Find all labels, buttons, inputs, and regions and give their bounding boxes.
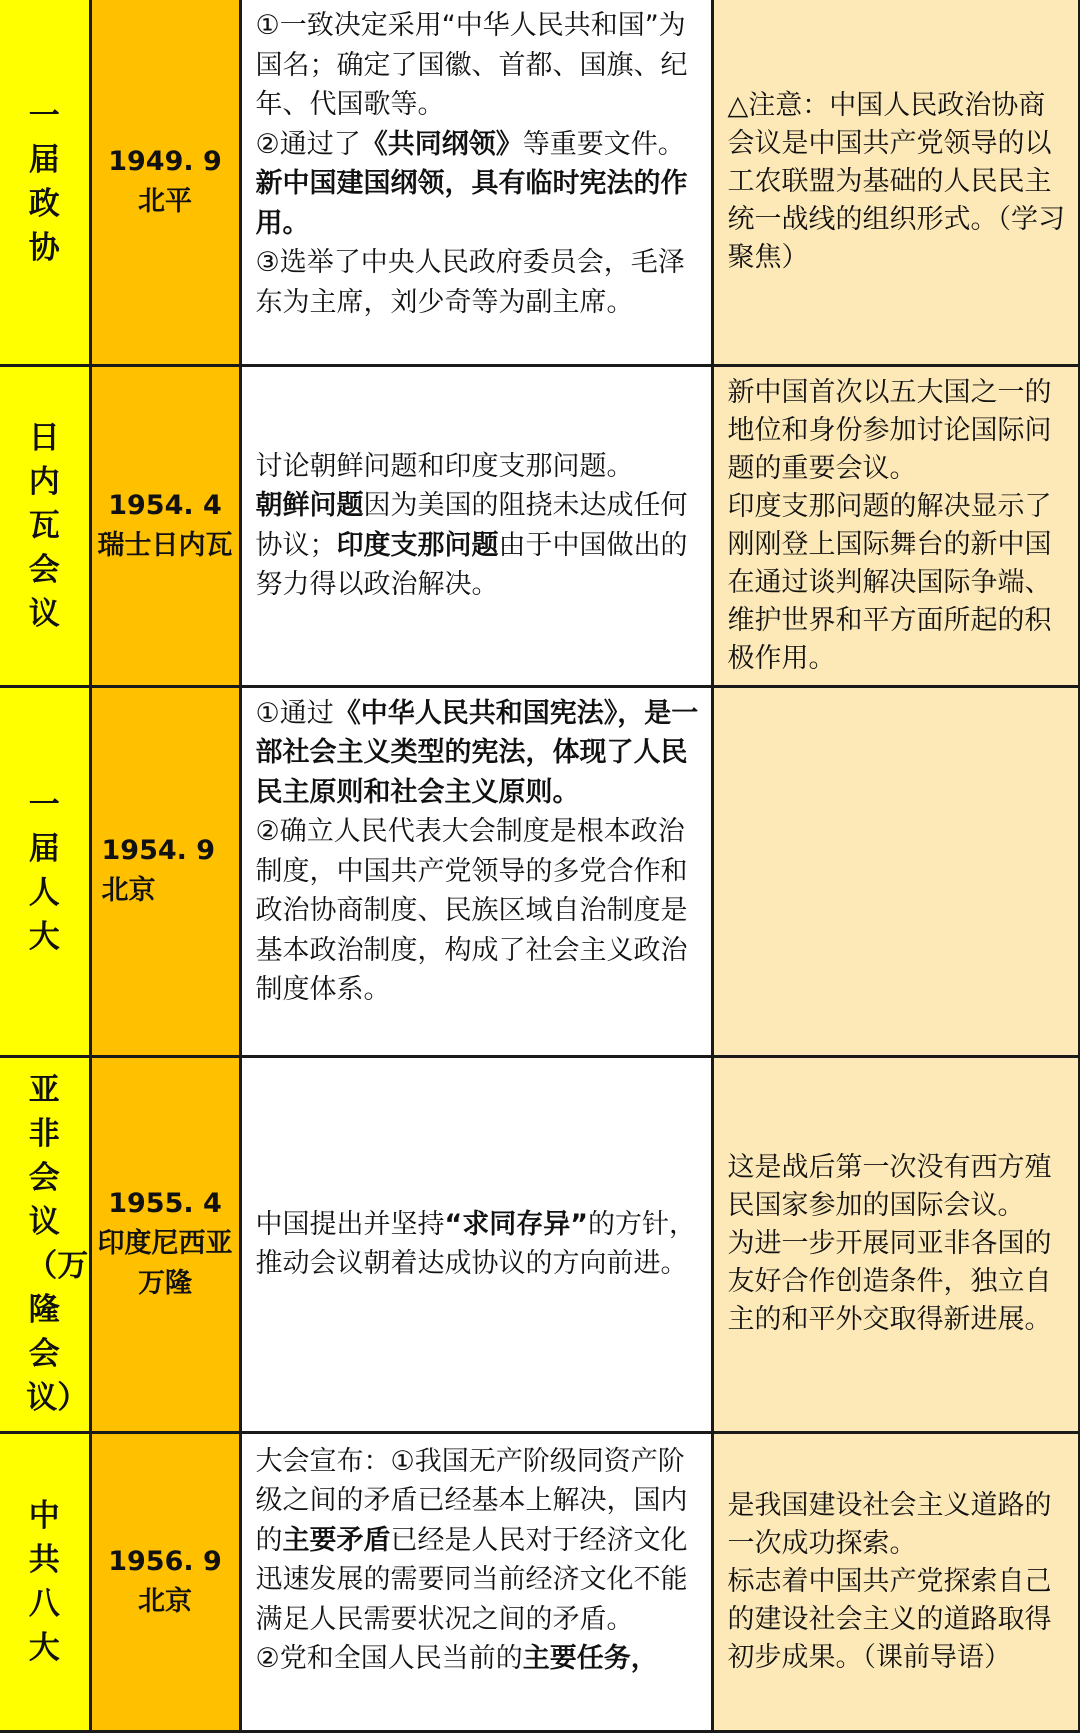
event-date-cell	[90, 365, 240, 686]
event-note	[714, 87, 1079, 277]
content-paragraph	[256, 1205, 701, 1284]
text-run: ①通过	[255, 697, 334, 729]
event-date-cell	[90, 1056, 240, 1432]
content-paragraph	[256, 694, 701, 813]
event-date: 1949. 9	[108, 145, 222, 177]
text-run: ②确立人民代表大会制度是根本政治制度，中国共产党领导的多党合作和政治协商制度、民族区域自治制度是基本政治制度，构成了社会主义政治制度体系。	[255, 816, 688, 1005]
note-paragraph: 为进一步开展同亚非各国的友好合作创造条件，独立自主的和平外交取得新进展。	[727, 1228, 1052, 1335]
event-date: 1954. 4	[108, 489, 222, 521]
note-paragraph: 印度支那问题的解决显示了刚刚登上国际舞台的新中国在通过谈判解决国际争端、维护世界和平方面所起的积极作用。	[727, 490, 1052, 674]
bold-text: 印度支那问题	[336, 529, 499, 561]
text-run: ①一致决定采用“中华人民共和国”为国名；确定了国徽、首都、国旗、纪年、代国歌等。	[255, 10, 688, 120]
content-paragraph	[256, 125, 701, 244]
event-title-cell	[0, 1056, 90, 1432]
table-row	[0, 1432, 1080, 1731]
note-paragraph: 标志着中国共产党探索自己的建设社会主义的道路取得初步成果。（课前导语）	[727, 1565, 1052, 1673]
event-content	[242, 1434, 711, 1679]
event-content	[242, 447, 711, 605]
event-date: 1954. 9	[101, 835, 216, 866]
event-content-cell	[240, 1056, 712, 1432]
table-row	[0, 686, 1080, 1056]
event-note-cell	[712, 0, 1080, 365]
event-note-cell	[712, 1056, 1080, 1432]
event-place: 北京	[138, 1585, 192, 1617]
event-title: 日内瓦会议	[28, 419, 60, 632]
event-title: 一届人大	[28, 787, 60, 955]
event-content-cell	[240, 0, 712, 365]
event-note	[714, 1487, 1079, 1677]
text-run: 由于中国做出的努力得以政治解决。	[255, 529, 688, 600]
event-date-cell	[90, 0, 240, 365]
note-paragraph: △注意：中国人民政治协商会议是中国共产党领导的以工农联盟为基础的人民民主统一战线的组织形式。（学习聚焦）	[727, 89, 1065, 273]
event-content-cell	[240, 686, 712, 1056]
note-paragraph: 新中国首次以五大国之一的地位和身份参加讨论国际问题的重要会议。	[727, 376, 1052, 484]
text-run: 中国提出并坚持	[255, 1208, 445, 1240]
event-content	[242, 688, 711, 1010]
note-paragraph: 这是战后第一次没有西方殖民国家参加的国际会议。	[727, 1152, 1052, 1221]
text-run: 因为美国的阻挠未达成任何协议；	[255, 490, 688, 561]
event-title-cell	[0, 365, 90, 686]
event-date-cell	[90, 1432, 240, 1731]
event-content	[242, 0, 711, 322]
table-row	[0, 0, 1080, 365]
event-date: 1956. 9	[108, 1545, 222, 1577]
text-run: ②通过了	[255, 128, 361, 160]
event-note-cell	[712, 1432, 1080, 1731]
content-paragraph	[256, 1639, 701, 1679]
content-paragraph	[256, 447, 701, 487]
content-paragraph	[256, 812, 701, 1010]
text-run: 大会宣布：①我国无产阶级同资产阶级之间的矛盾已经基本上解决，国内的	[255, 1445, 688, 1556]
bold-text: 主要任务，	[522, 1643, 658, 1674]
bold-text: 新中国建国纲领，具有临时宪法的作用。	[255, 168, 688, 239]
event-content	[242, 1205, 711, 1284]
event-title-cell	[0, 0, 90, 365]
content-paragraph	[256, 243, 701, 322]
event-content-cell	[240, 1432, 712, 1731]
note-paragraph: 是我国建设社会主义道路的一次成功探索。	[727, 1489, 1052, 1559]
event-content-cell	[240, 365, 712, 686]
event-place: 北京	[101, 875, 156, 906]
event-date-cell	[90, 686, 240, 1056]
event-note	[714, 1149, 1079, 1339]
event-place: 瑞士日内瓦	[97, 529, 233, 561]
event-note-cell	[712, 686, 1080, 1056]
event-note-cell	[712, 365, 1080, 686]
text-run: 已经是人民对于经济文化迅速发展的需要同当前经济文化不能满足人民需要状况之间的矛盾。	[255, 1524, 688, 1635]
bold-text: 《中华人民共和国宪法》，是一部社会主义类型的宪法，体现了人民民主原则和社会主义原则。	[255, 697, 699, 808]
content-paragraph	[256, 6, 701, 125]
event-title-cell	[0, 686, 90, 1056]
table-row	[0, 365, 1080, 686]
text-run: 讨论朝鲜问题和印度支那问题。	[255, 450, 634, 482]
event-title-cell	[0, 1432, 90, 1731]
bold-text: “求同存异”	[444, 1208, 588, 1240]
event-title: 一届政协	[28, 97, 60, 266]
bold-text: 《共同纲领》	[360, 128, 523, 160]
event-date: 1955. 4	[108, 1188, 222, 1219]
text-run: 等重要文件。	[522, 128, 685, 160]
event-title: 亚非会议（万隆会议）	[26, 1072, 89, 1416]
event-title: 中共八大	[28, 1497, 60, 1666]
bold-text: 朝鲜问题	[255, 490, 364, 521]
text-run: ②党和全国人民当前的	[255, 1643, 523, 1674]
event-note	[714, 374, 1079, 678]
text-run: ③选举了中央人民政府委员会，毛泽东为主席，刘少奇等为副主席。	[255, 247, 685, 318]
text-run: 的方针，推动会议朝着达成协议的方向前进。	[255, 1208, 696, 1279]
content-paragraph	[256, 1442, 701, 1640]
bold-text: 主要矛盾	[282, 1524, 391, 1556]
table-row	[0, 1056, 1080, 1432]
event-place: 北平	[138, 185, 192, 217]
content-paragraph	[256, 486, 701, 605]
event-place: 印度尼西亚万隆	[97, 1228, 233, 1299]
